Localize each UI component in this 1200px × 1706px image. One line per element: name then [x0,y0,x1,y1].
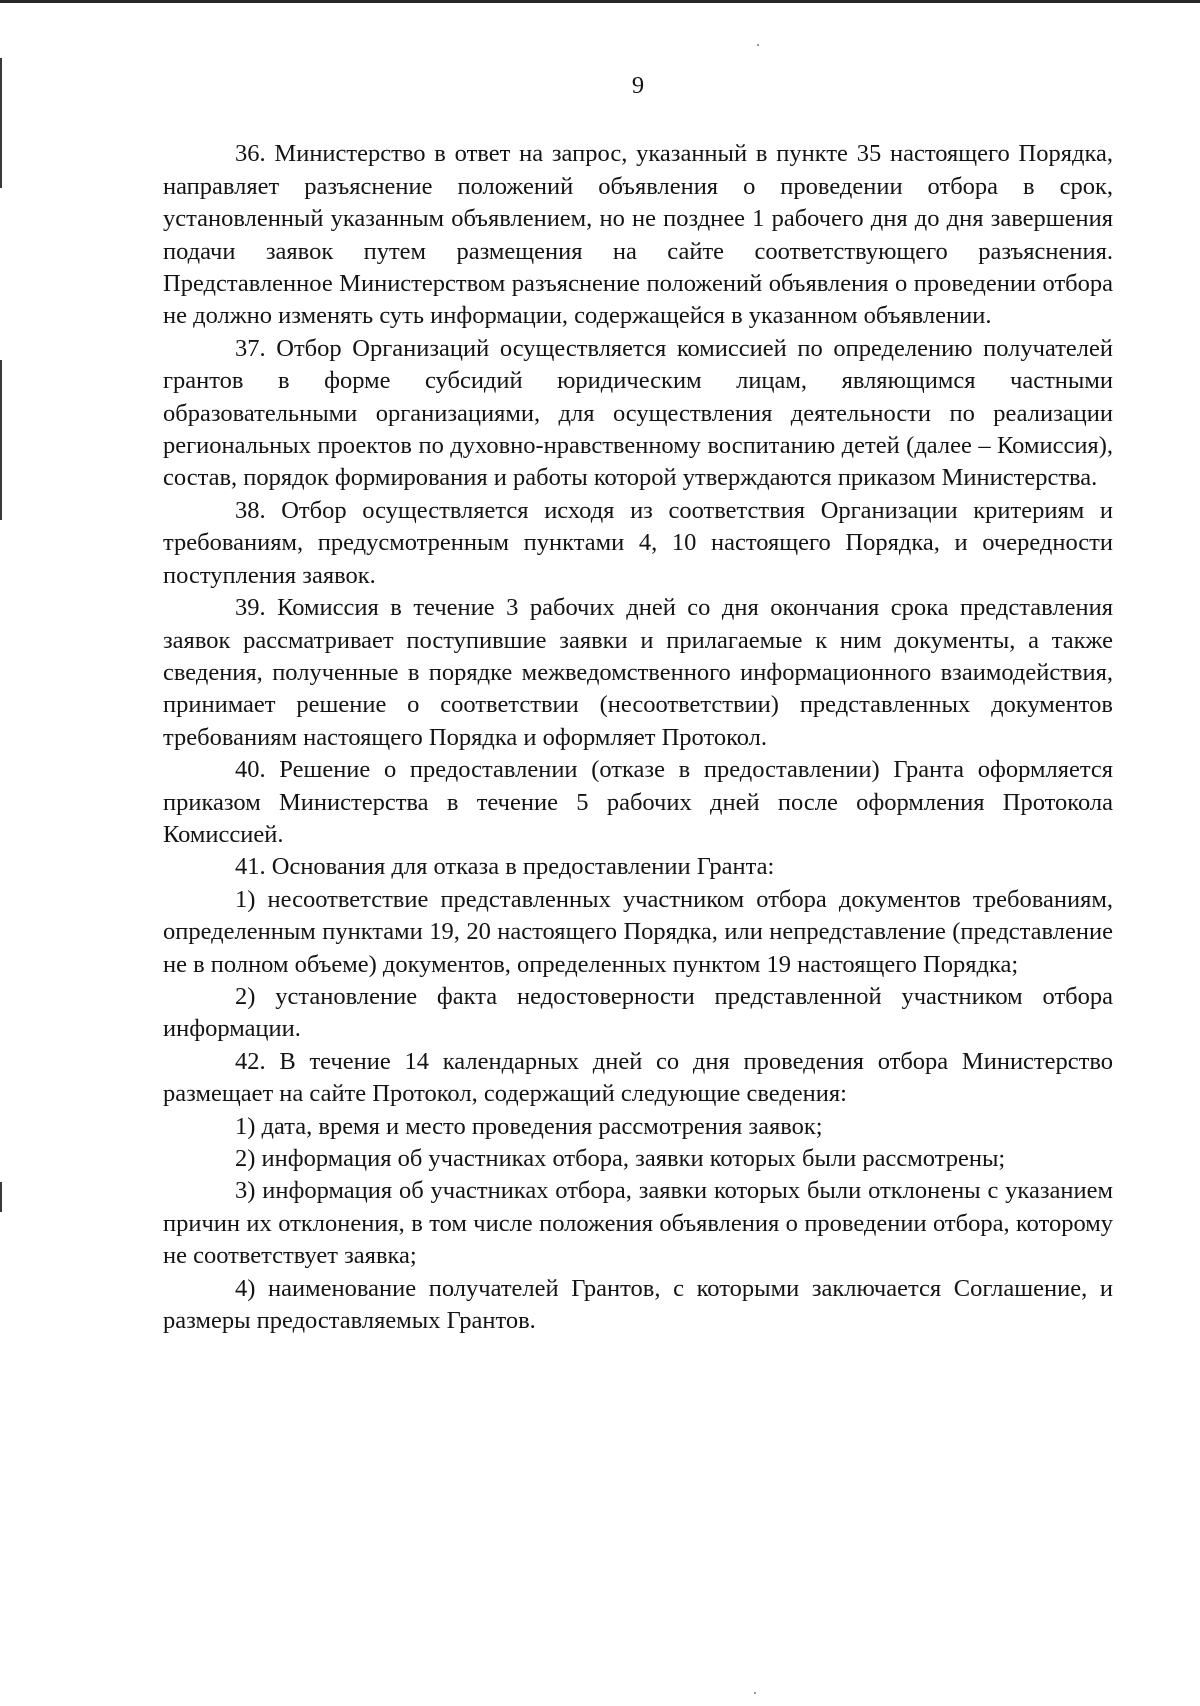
scan-top-border [0,0,1200,3]
paragraph-39: 39. Комиссия в течение 3 рабочих дней со дня окончания срока представления заявок рассматривает поступившие заявки и прилагаемые к ним документы, а также сведения, полученные в порядке межведомственного информационного взаимодействия, принимает решение о соответствии (несоответствии) представленных документов требованиям настоящего Порядка и оформляет Протокол. [163,594,1113,751]
scan-speck [757,44,759,46]
paragraph-42-item-2: 2) информация об участниках отбора, заявки которых были рассмотрены; [235,1145,1006,1172]
scan-margin-mark [0,1182,2,1212]
scan-speck [754,1692,756,1694]
document-page [163,70,1113,1337]
paragraph-42-item-4: 4) наименование получателей Грантов, с которыми заключается Соглашение, и размеры предоставляемых Грантов. [163,1274,1113,1335]
scan-margin-mark [0,58,2,188]
paragraph-41-item-2: 2) установление факта недостоверности представленной участником отбора информации. [163,982,1113,1043]
paragraph-41-item-1: 1) несоответствие представленных участником отбора документов требованиям, определенным пунктами 19, 20 настоящего Порядка, или непредставление (представление не в полном объеме) документов, определенных пунктом 19 настоящего Порядка; [163,885,1113,978]
paragraph-42: 42. В течение 14 календарных дней со дня проведения отбора Министерство размещает на сайте Протокол, содержащий следующие сведения: [163,1047,1113,1108]
paragraph-41: 41. Основания для отказа в предоставлении Гранта: [235,853,775,881]
paragraph-37: 37. Отбор Организаций осуществляется комиссией по определению получателей грантов в форме субсидий юридическим лицам, являющимся частными образовательными организациями, для осуществления деятельности по реализации региональных проектов по духовно-нравственному воспитанию детей (далее – Комиссия), состав, порядок формирования и работы которой утверждаются приказом Министерства. [163,334,1113,492]
paragraph-42-item-3: 3) информация об участниках отбора, заявки которых были отклонены с указанием причин их отклонения, в том числе положения объявления о проведении отбора, которому не соответствует заявка; [163,1177,1113,1270]
paragraph-38: 38. Отбор осуществляется исходя из соответствия Организации критериям и требованиям, предусмотренным пунктами 4, 10 настоящего Порядка, и очередности поступления заявок. [163,496,1113,589]
paragraph-36: 36. Министерство в ответ на запрос, указанный в пункте 35 настоящего Порядка, направляет разъяснение положений объявления о проведении отбора в срок, установленный указанным объявлением, но не позднее 1 рабочего дня до дня завершения подачи заявок путем размещения на сайте соответствующего разъяснения. Представленное Министерством разъяснение положений объявления о проведении отбора не должно изменять суть информации, содержащейся в указанном объявлении. [163,140,1113,330]
scan-margin-mark [0,360,2,520]
paragraph-42-item-1: 1) дата, время и место проведения рассмотрения заявок; [235,1112,823,1140]
paragraph-40: 40. Решение о предоставлении (отказе в предоставлении) Гранта оформляется приказом Министерства в течение 5 рабочих дней после оформления Протокола Комиссией. [163,756,1113,848]
page-number: 9 [631,72,645,99]
